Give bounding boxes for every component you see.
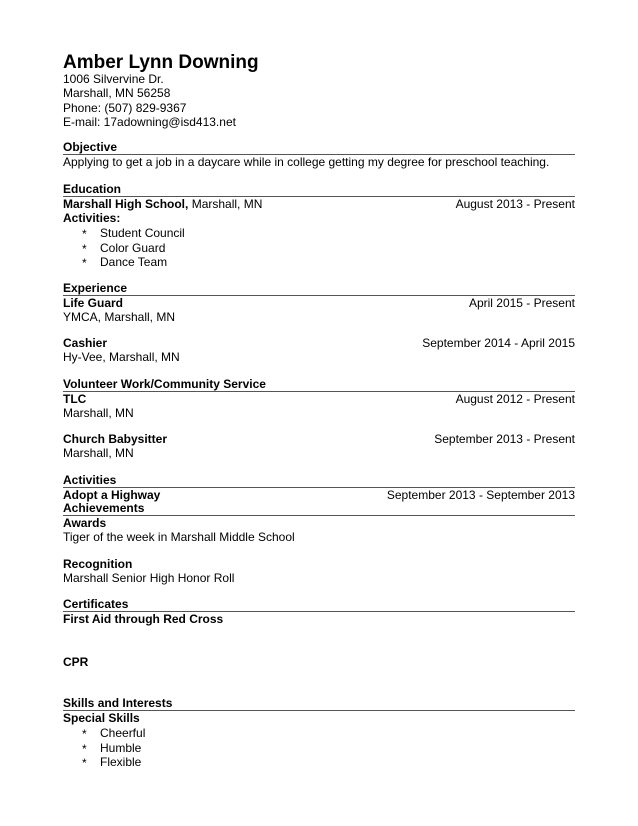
bullet: * <box>82 741 87 756</box>
list-item: * Flexible <box>82 755 142 771</box>
education-title: Education <box>63 182 575 197</box>
certificate-item-2-wrap <box>63 655 575 669</box>
address-line-2: Marshall, MN 56258 <box>63 86 171 101</box>
experience-job-2 <box>63 336 575 364</box>
job-dates: April 2015 - Present <box>468 296 575 310</box>
job-role: Life Guard <box>63 296 124 310</box>
experience-title: Experience <box>63 281 575 296</box>
volunteer-dates: August 2012 - Present <box>455 392 575 406</box>
volunteer-place: Marshall, MN <box>63 446 134 460</box>
list-item: * Cheerful <box>82 726 146 741</box>
activity-dates: September 2013 - September 2013 <box>386 488 575 502</box>
job-row <box>63 336 575 350</box>
email: E-mail: 17adowning@isd413.net <box>63 115 236 130</box>
skills-title: Skills and Interests <box>63 696 575 711</box>
skills-list <box>63 726 575 770</box>
bullet: * <box>82 727 87 741</box>
volunteer-section <box>63 377 575 420</box>
volunteer-role: TLC <box>63 392 87 406</box>
list-item: * Dance Team <box>82 255 168 271</box>
objective-section <box>63 140 575 169</box>
volunteer-role: Church Babysitter <box>63 432 168 446</box>
applicant-name: Amber Lynn Downing <box>63 52 259 73</box>
job-place: YMCA, Marshall, MN <box>63 310 176 324</box>
experience-section <box>63 281 575 324</box>
list-item: * Humble <box>82 740 142 756</box>
achievement-heading: Awards <box>63 516 107 530</box>
volunteer-dates: September 2013 - Present <box>434 432 575 446</box>
job-place: Hy-Vee, Marshall, MN <box>63 350 180 364</box>
education-school-row <box>63 197 575 211</box>
skills-subtitle: Special Skills <box>63 711 140 725</box>
activity-name: Adopt a Highway <box>63 488 161 502</box>
education-dates: August 2013 - Present <box>455 197 575 211</box>
objective-title: Objective <box>63 140 575 155</box>
list-item: * Student Council <box>82 226 185 241</box>
volunteer-title: Volunteer Work/Community Service <box>63 377 575 392</box>
list-item: * Color Guard <box>82 240 166 256</box>
certificate-item: CPR <box>63 655 89 669</box>
certificates-title: Certificates <box>63 597 575 612</box>
address-line-1: 1006 Silvervine Dr. <box>63 72 164 86</box>
bullet: * <box>82 227 87 241</box>
volunteer-place: Marshall, MN <box>63 406 134 420</box>
phone: Phone: (507) 829-9367 <box>63 100 187 115</box>
school-name: Marshall High School, <box>63 197 189 211</box>
activities-title: Activities <box>63 473 575 488</box>
activities-label: Activities: <box>63 211 121 225</box>
achievement-text: Marshall Senior High Honor Roll <box>63 571 235 585</box>
job-dates: September 2014 - April 2015 <box>422 336 575 350</box>
achievements-section <box>63 501 575 544</box>
achievement-item-2 <box>63 557 575 585</box>
bullet: * <box>82 756 87 771</box>
skills-section <box>63 696 575 770</box>
objective-text: Applying to get a job in a daycare while in college getting my degree for preschool teaching. <box>63 155 550 169</box>
activities-section <box>63 473 575 502</box>
certificate-item: First Aid through Red Cross <box>63 612 224 626</box>
certificates-section <box>63 597 575 626</box>
achievement-text: Tiger of the week in Marshall Middle School <box>63 530 295 544</box>
education-activities-list <box>63 226 575 270</box>
achievement-heading: Recognition <box>63 557 133 571</box>
education-section <box>63 182 575 270</box>
achievements-title: Achievements <box>63 501 575 516</box>
volunteer-item-2 <box>63 432 575 460</box>
volunteer-row <box>63 392 575 406</box>
contact-block <box>63 72 236 130</box>
job-row <box>63 296 575 310</box>
volunteer-row <box>63 432 575 446</box>
activity-row <box>63 488 575 502</box>
job-role: Cashier <box>63 336 108 350</box>
bullet: * <box>82 256 87 271</box>
school-location: Marshall, MN <box>188 197 263 211</box>
bullet: * <box>82 241 87 256</box>
